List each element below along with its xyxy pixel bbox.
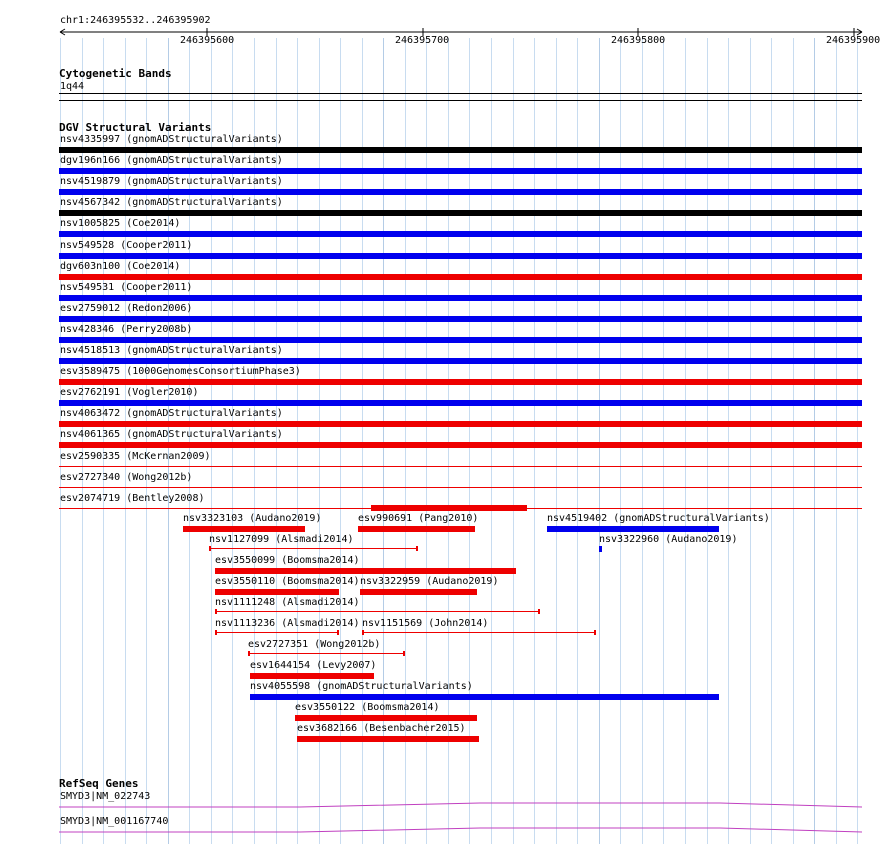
feature-label[interactable]: nsv549528 (Cooper2011)	[60, 240, 193, 251]
feature-end-tick	[215, 630, 217, 635]
feature-line[interactable]	[59, 487, 862, 488]
feature-label[interactable]: esv2590335 (McKernan2009)	[60, 451, 211, 462]
feature-label[interactable]: nsv3323103 (Audano2019)	[183, 513, 322, 524]
feature-bar[interactable]	[59, 379, 862, 385]
feature-label[interactable]: esv2762191 (Vogler2010)	[60, 387, 199, 398]
refseq-track-title: RefSeq Genes	[59, 777, 139, 790]
feature-bar[interactable]	[59, 316, 862, 322]
feature-label[interactable]: nsv4519879 (gnomADStructuralVariants)	[60, 176, 283, 187]
gene-intron-line	[59, 803, 862, 807]
grid-line	[857, 38, 858, 844]
cytoband-line-bottom	[59, 100, 862, 101]
feature-line[interactable]	[248, 653, 405, 654]
feature-label[interactable]: nsv4567342 (gnomADStructuralVariants)	[60, 197, 283, 208]
feature-bar[interactable]	[295, 715, 477, 721]
feature-label[interactable]: nsv4519402 (gnomADStructuralVariants)	[547, 513, 770, 524]
grid-line	[599, 38, 600, 844]
grid-line	[685, 38, 686, 844]
feature-label[interactable]: nsv1005825 (Coe2014)	[60, 218, 181, 229]
ruler[interactable]	[0, 0, 890, 60]
feature-end-tick	[215, 609, 217, 614]
feature-label[interactable]: nsv3322960 (Audano2019)	[599, 534, 738, 545]
grid-line	[750, 38, 751, 844]
feature-end-tick	[248, 651, 250, 656]
feature-end-tick	[403, 651, 405, 656]
feature-end-tick	[538, 609, 540, 614]
feature-bar[interactable]	[59, 210, 862, 216]
feature-label[interactable]: nsv4055598 (gnomADStructuralVariants)	[250, 681, 473, 692]
grid-line	[793, 38, 794, 844]
feature-label[interactable]: nsv549531 (Cooper2011)	[60, 282, 193, 293]
ruler-tick-label-4: 246395900	[826, 35, 881, 46]
grid-line	[814, 38, 815, 844]
location-label: chr1:246395532..246395902	[60, 15, 211, 26]
grid-line	[728, 38, 729, 844]
feature-bar[interactable]	[59, 253, 862, 259]
grid-line	[620, 38, 621, 844]
feature-end-tick	[416, 546, 418, 551]
grid-line	[771, 38, 772, 844]
feature-label[interactable]: nsv1113236 (Alsmadi2014)	[215, 618, 360, 629]
feature-bar[interactable]	[250, 673, 374, 679]
feature-label[interactable]: nsv1127099 (Alsmadi2014)	[209, 534, 354, 545]
feature-label[interactable]: esv2074719 (Bentley2008)	[60, 493, 205, 504]
feature-end-tick	[209, 546, 211, 551]
grid-line	[469, 38, 470, 844]
gene-model[interactable]	[0, 798, 890, 810]
feature-label[interactable]: esv3550099 (Boomsma2014)	[215, 555, 360, 566]
feature-label[interactable]: esv3550110 (Boomsma2014)	[215, 576, 360, 587]
feature-label[interactable]: SMYD3|NM_001167740	[60, 816, 169, 827]
feature-line[interactable]	[59, 466, 862, 467]
grid-line	[642, 38, 643, 844]
grid-line	[513, 38, 514, 844]
feature-bar[interactable]	[360, 589, 477, 595]
feature-line[interactable]	[362, 632, 596, 633]
feature-bar[interactable]	[371, 505, 527, 511]
feature-end-tick	[594, 630, 596, 635]
feature-label[interactable]: nsv3322959 (Audano2019)	[360, 576, 499, 587]
feature-label[interactable]: esv2727340 (Wong2012b)	[60, 472, 193, 483]
feature-bar[interactable]	[59, 295, 862, 301]
feature-bar[interactable]	[59, 442, 862, 448]
grid-line	[577, 38, 578, 844]
feature-line[interactable]	[209, 548, 418, 549]
feature-bar[interactable]	[59, 400, 862, 406]
feature-bar[interactable]	[215, 589, 339, 595]
feature-label[interactable]: SMYD3|NM_022743	[60, 791, 151, 802]
cytoband-track-title: Cytogenetic Bands	[59, 67, 172, 80]
feature-label[interactable]: esv990691 (Pang2010)	[358, 513, 479, 524]
cytoband-line-top	[59, 93, 862, 94]
feature-bar[interactable]	[297, 736, 479, 742]
ruler-tick-label-1: 246395600	[180, 35, 235, 46]
feature-label[interactable]: nsv1151569 (John2014)	[362, 618, 489, 629]
feature-bar[interactable]	[59, 231, 862, 237]
feature-bar[interactable]	[183, 526, 305, 532]
feature-bar[interactable]	[59, 337, 862, 343]
grid-line	[707, 38, 708, 844]
feature-end-tick	[362, 630, 364, 635]
feature-bar[interactable]	[59, 147, 862, 153]
grid-line	[491, 38, 492, 844]
gene-intron-line	[59, 828, 862, 832]
feature-label[interactable]: esv3589475 (1000GenomesConsortiumPhase3)	[60, 366, 301, 377]
feature-bar[interactable]	[59, 189, 862, 195]
ruler-tick-label-2: 246395700	[395, 35, 450, 46]
feature-label[interactable]: nsv428346 (Perry2008b)	[60, 324, 193, 335]
feature-label[interactable]: nsv4063472 (gnomADStructuralVariants)	[60, 408, 283, 419]
grid-line	[663, 38, 664, 844]
ruler-tick-label-3: 246395800	[611, 35, 666, 46]
feature-label[interactable]: nsv4518513 (gnomADStructuralVariants)	[60, 345, 283, 356]
feature-line[interactable]	[215, 632, 339, 633]
feature-label[interactable]: esv1644154 (Levy2007)	[250, 660, 377, 671]
cytoband-label[interactable]: 1q44	[60, 81, 85, 92]
grid-line	[534, 38, 535, 844]
feature-bar[interactable]	[358, 526, 475, 532]
feature-label[interactable]: nsv4061365 (gnomADStructuralVariants)	[60, 429, 283, 440]
grid-line	[836, 38, 837, 844]
feature-bar[interactable]	[547, 526, 719, 532]
feature-bar[interactable]	[59, 274, 862, 280]
feature-bar[interactable]	[215, 568, 516, 574]
feature-bar[interactable]	[250, 694, 719, 700]
feature-label[interactable]: esv3682166 (Besenbacher2015)	[297, 723, 466, 734]
grid-line	[556, 38, 557, 844]
dgv-track-title: DGV Structural Variants	[59, 121, 212, 134]
feature-line[interactable]	[215, 611, 540, 612]
feature-label[interactable]: esv2759012 (Redon2006)	[60, 303, 193, 314]
feature-end-tick	[337, 630, 339, 635]
gene-model[interactable]	[0, 823, 890, 835]
feature-label[interactable]: esv2727351 (Wong2012b)	[248, 639, 381, 650]
feature-bar[interactable]	[599, 546, 602, 552]
feature-bar[interactable]	[59, 168, 862, 174]
feature-label[interactable]: dgv603n100 (Coe2014)	[60, 261, 181, 272]
feature-label[interactable]: nsv4335997 (gnomADStructuralVariants)	[60, 134, 283, 145]
feature-bar[interactable]	[59, 358, 862, 364]
feature-label[interactable]: nsv1111248 (Alsmadi2014)	[215, 597, 360, 608]
feature-label[interactable]: dgv196n166 (gnomADStructuralVariants)	[60, 155, 283, 166]
feature-bar[interactable]	[59, 421, 862, 427]
feature-label[interactable]: esv3550122 (Boomsma2014)	[295, 702, 440, 713]
